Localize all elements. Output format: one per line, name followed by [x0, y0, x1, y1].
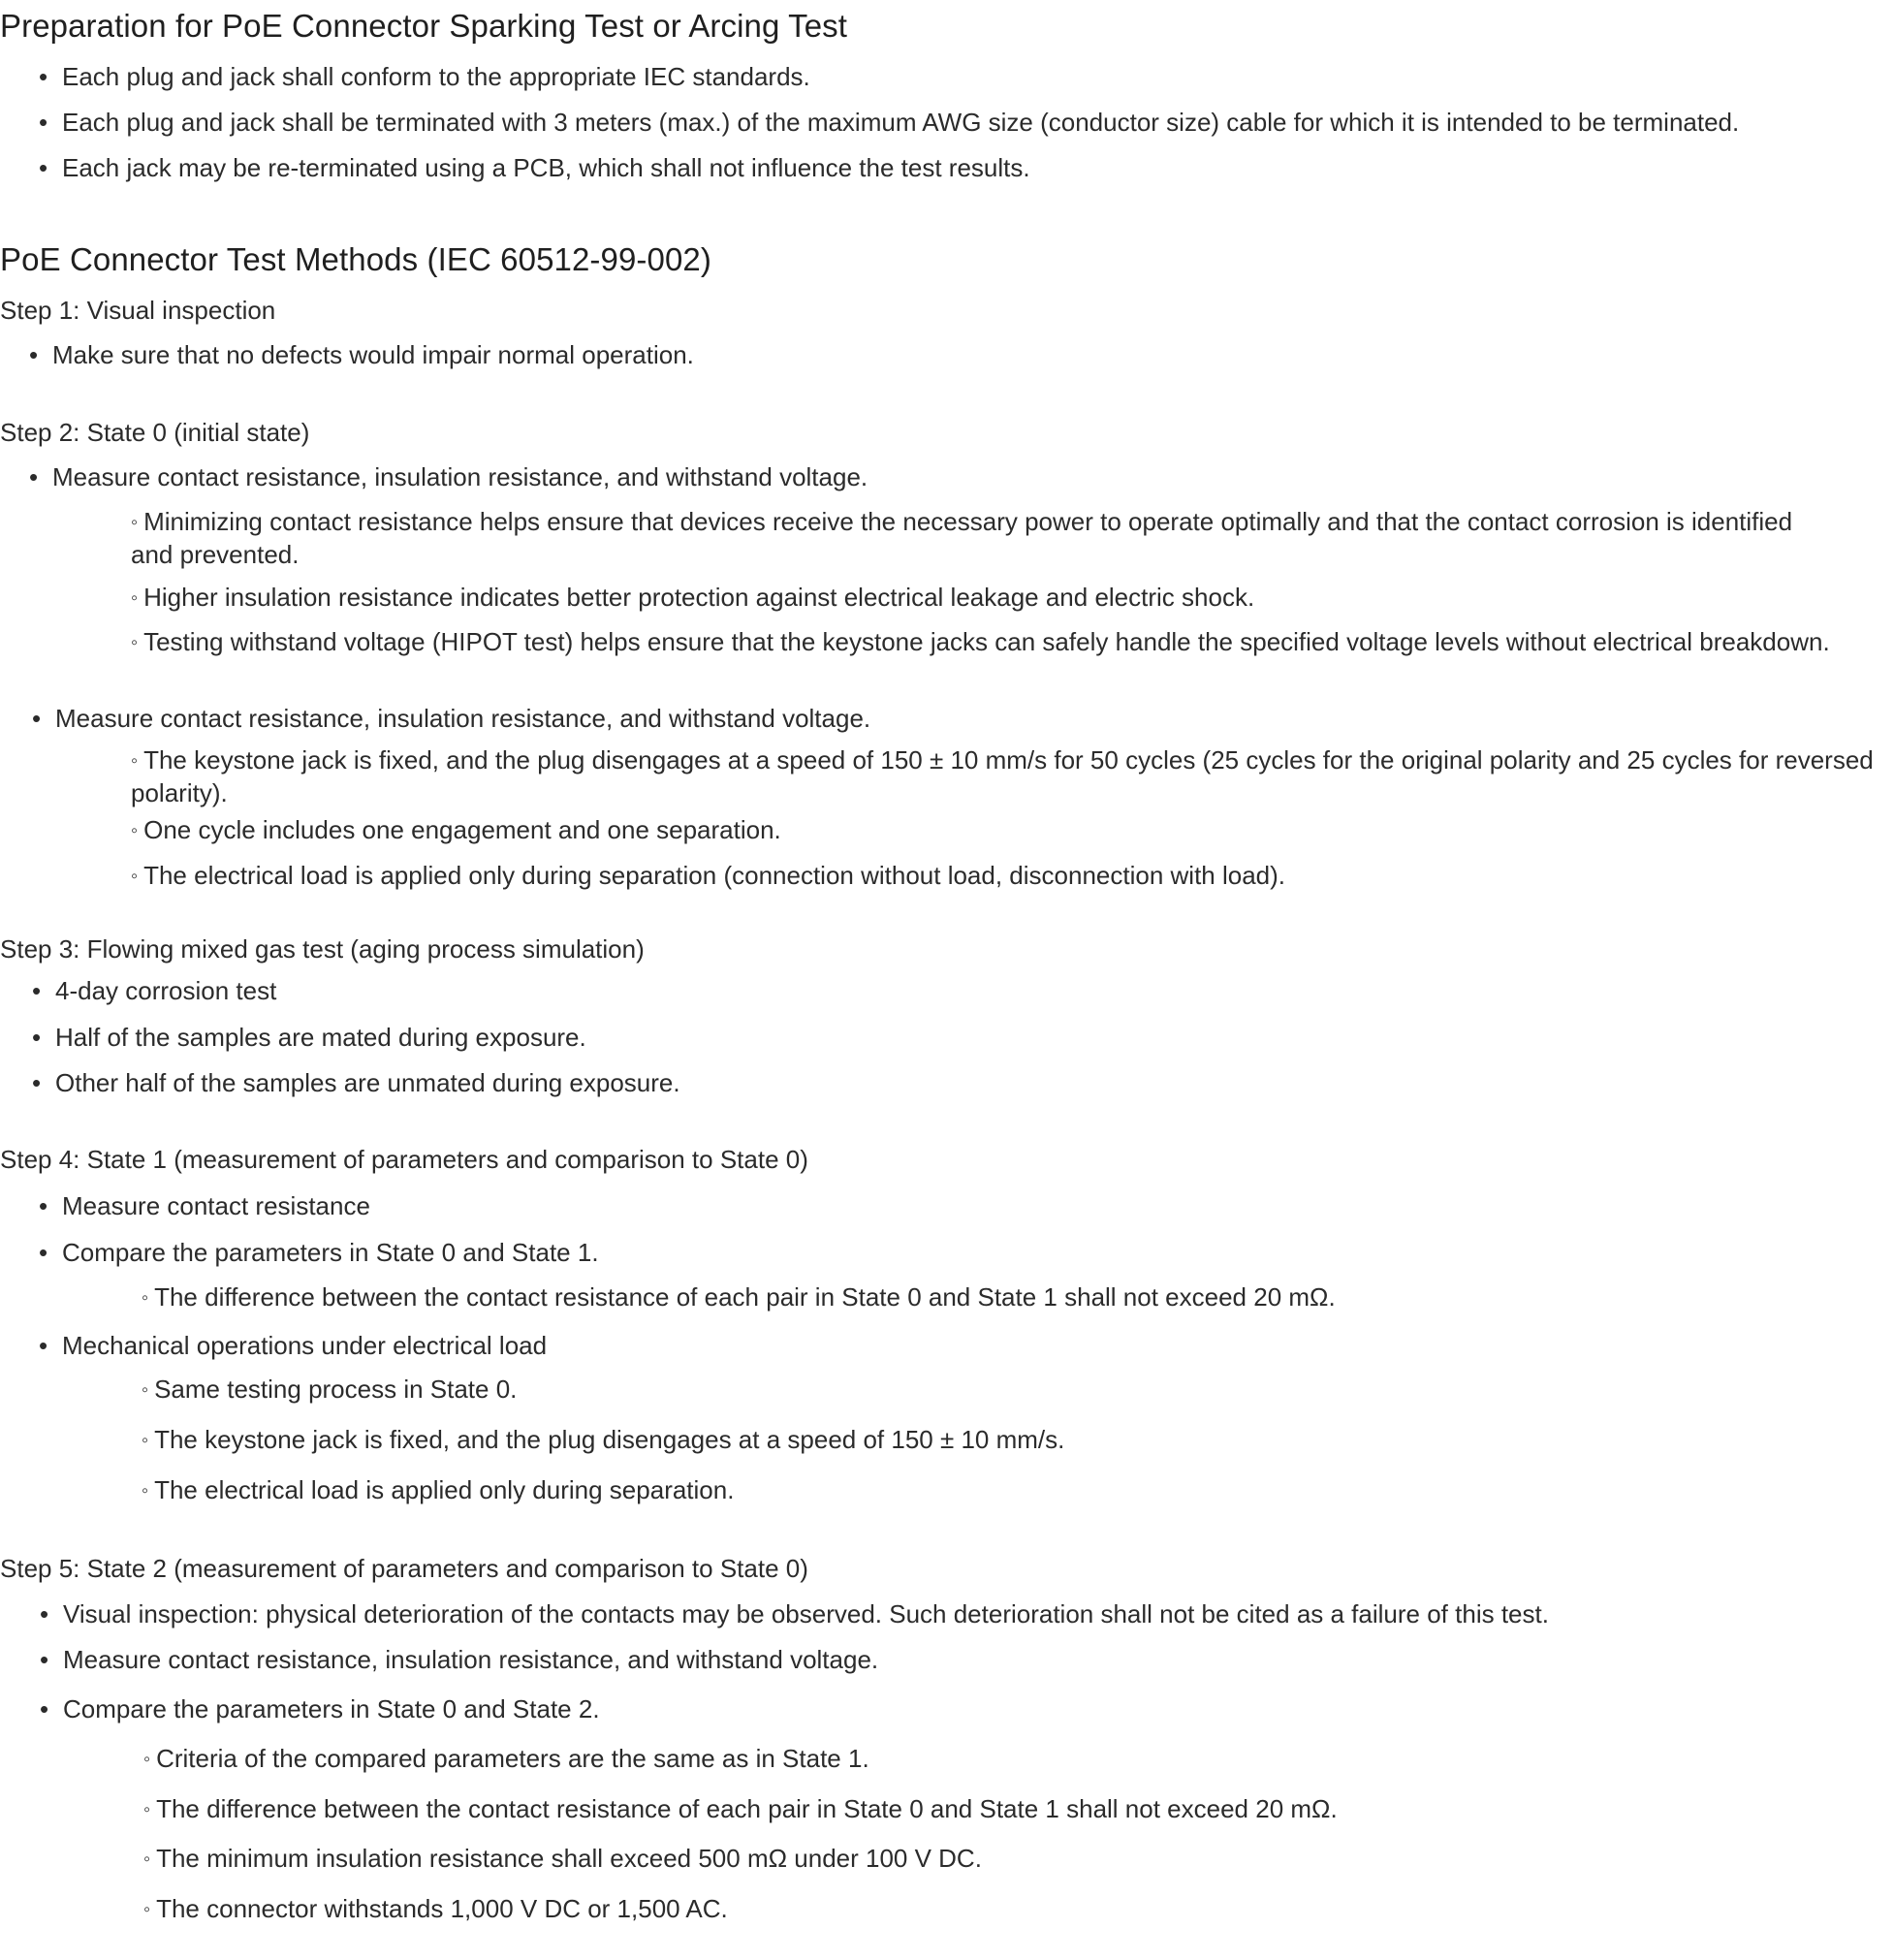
step-4-subitem-1 — [142, 1282, 1336, 1315]
step-4-subitem-3 — [142, 1425, 1064, 1458]
subitem-text: The connector withstands 1,000 V DC or 1,500 AC. — [156, 1894, 728, 1923]
subitem-text: Same testing process in State 0. — [154, 1375, 518, 1404]
subitem-text: The minimum insulation resistance shall exceed 500 mΩ under 100 V DC. — [156, 1844, 982, 1873]
subitem-text: Higher insulation resistance indicates better protection against electrical leakage and electric shock. — [143, 583, 1255, 612]
prep-item-3: • Each jack may be re-terminated using a PCB, which shall not influence the test results. — [62, 153, 1030, 183]
step-2-item-1: • Measure contact resistance, insulation resistance, and withstand voltage. — [52, 462, 868, 492]
subitem-text: The keystone jack is fixed, and the plug disengages at a speed of 150 ± 10 mm/s for 50 cycles (25 cycles for the original polarity and 25 cycles for reversed polarity). — [131, 745, 1874, 807]
prep-heading: Preparation for PoE Connector Sparking Test or Arcing Test — [0, 8, 848, 44]
circle-bullet-icon: ◦ — [143, 1799, 151, 1820]
step-4-title: Step 4: State 1 (measurement of parameters and comparison to State 0) — [0, 1145, 808, 1174]
step-4-subitem-2 — [142, 1375, 517, 1407]
circle-bullet-icon: ◦ — [131, 587, 139, 609]
circle-bullet-icon: ◦ — [143, 1899, 151, 1920]
step-2-subitem-6 — [131, 861, 1285, 894]
step-5-subitem-1 — [143, 1744, 869, 1777]
circle-bullet-icon: ◦ — [131, 820, 139, 841]
subitem-text: The electrical load is applied only during separation. — [154, 1475, 735, 1504]
step-5-subitem-4 — [143, 1894, 728, 1927]
step-5-title: Step 5: State 2 (measurement of parameters and comparison to State 0) — [0, 1554, 808, 1583]
step-4-item-1: • Measure contact resistance — [62, 1191, 370, 1221]
step-4-subitem-4 — [142, 1475, 734, 1508]
step-2-title: Step 2: State 0 (initial state) — [0, 418, 310, 447]
circle-bullet-icon: ◦ — [142, 1287, 149, 1309]
step-3-title: Step 3: Flowing mixed gas test (aging process simulation) — [0, 934, 645, 964]
subitem-text: The difference between the contact resistance of each pair in State 0 and State 1 shall not exceed 20 mΩ. — [156, 1794, 1338, 1823]
subitem-text: Testing withstand voltage (HIPOT test) helps ensure that the keystone jacks can safely handle the specified voltage levels without electrical breakdown. — [143, 627, 1830, 656]
circle-bullet-icon: ◦ — [142, 1480, 149, 1502]
step-5-subitem-3 — [143, 1844, 982, 1877]
step-2-subitem-4 — [131, 745, 1876, 808]
methods-heading: PoE Connector Test Methods (IEC 60512-99-002) — [0, 241, 711, 277]
subitem-text: Criteria of the compared parameters are the same as in State 1. — [156, 1744, 869, 1773]
step-3-item-2: • Half of the samples are mated during exposure. — [55, 1023, 586, 1053]
prep-item-2: • Each plug and jack shall be terminated with 3 meters (max.) of the maximum AWG size (conductor size) cable for which it is intended to be terminated. — [62, 108, 1739, 138]
circle-bullet-icon: ◦ — [142, 1430, 149, 1451]
step-5-item-1: • Visual inspection: physical deterioration of the contacts may be observed. Such deterioration shall not be cited as a failure of this test. — [63, 1599, 1549, 1629]
step-5-item-3: • Compare the parameters in State 0 and State 2. — [63, 1694, 600, 1724]
subitem-text: The difference between the contact resistance of each pair in State 0 and State 1 shall not exceed 20 mΩ. — [154, 1282, 1336, 1312]
step-5-subitem-2 — [143, 1794, 1338, 1827]
step-2-item-2: • Measure contact resistance, insulation resistance, and withstand voltage. — [55, 704, 870, 734]
prep-item-1: • Each plug and jack shall conform to the appropriate IEC standards. — [62, 62, 810, 92]
step-2-subitem-2 — [131, 583, 1254, 616]
step-5-item-2: • Measure contact resistance, insulation resistance, and withstand voltage. — [63, 1645, 878, 1675]
subitem-text: The electrical load is applied only during separation (connection without load, disconnection with load). — [143, 861, 1286, 890]
step-2-subitem-1 — [131, 507, 1837, 570]
step-3-item-1: • 4-day corrosion test — [55, 976, 276, 1006]
step-2-subitem-5 — [131, 815, 781, 848]
circle-bullet-icon: ◦ — [142, 1379, 149, 1401]
subitem-text: The keystone jack is fixed, and the plug disengages at a speed of 150 ± 10 mm/s. — [154, 1425, 1065, 1454]
step-4-item-3: • Mechanical operations under electrical load — [62, 1331, 547, 1361]
subitem-text: Minimizing contact resistance helps ensure that devices receive the necessary power to operate optimally and that the contact corrosion is identified and prevented. — [131, 507, 1793, 569]
circle-bullet-icon: ◦ — [131, 512, 139, 533]
circle-bullet-icon: ◦ — [131, 632, 139, 653]
step-1-item-1: • Make sure that no defects would impair normal operation. — [52, 340, 694, 370]
step-4-item-2: • Compare the parameters in State 0 and State 1. — [62, 1238, 599, 1268]
circle-bullet-icon: ◦ — [131, 866, 139, 887]
circle-bullet-icon: ◦ — [131, 750, 139, 772]
step-2-subitem-3 — [131, 627, 1837, 660]
step-3-item-3: • Other half of the samples are unmated during exposure. — [55, 1068, 680, 1098]
step-1-title: Step 1: Visual inspection — [0, 296, 276, 325]
circle-bullet-icon: ◦ — [143, 1749, 151, 1770]
circle-bullet-icon: ◦ — [143, 1849, 151, 1870]
subitem-text: One cycle includes one engagement and one separation. — [143, 815, 781, 844]
